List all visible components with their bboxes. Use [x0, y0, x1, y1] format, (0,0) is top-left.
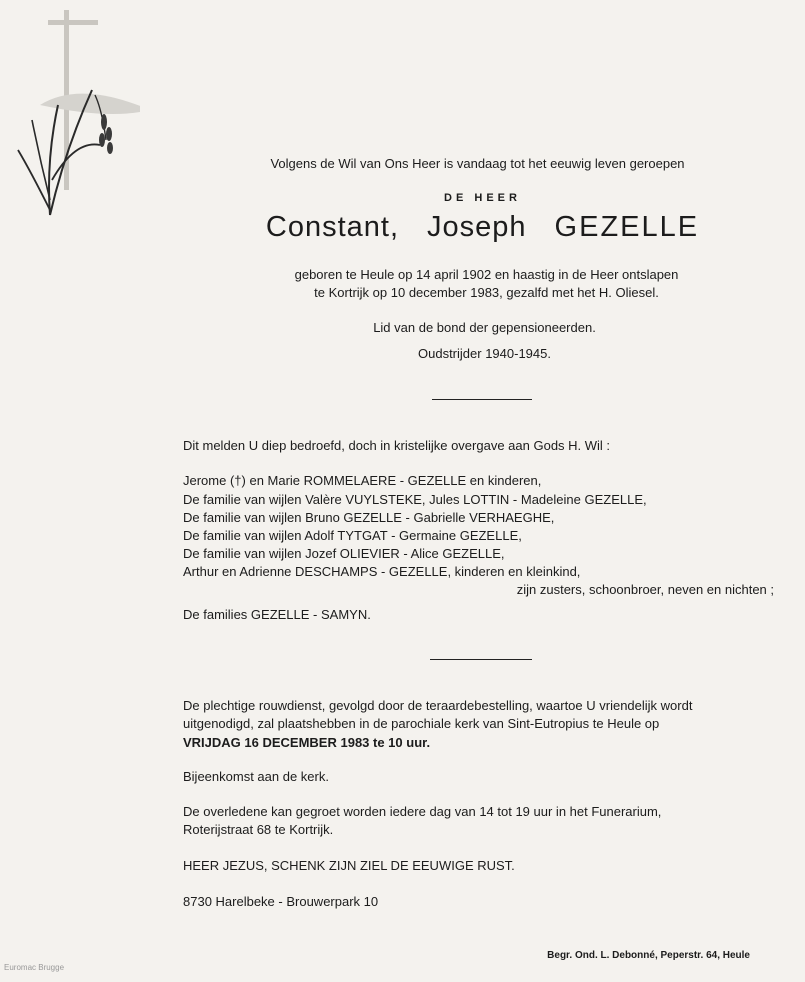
death-line: te Kortrijk op 10 december 1983, gezalfd met het H. Oliesel.: [314, 285, 659, 300]
announcement-intro: Dit melden U diep bedroefd, doch in kristelijke overgave aan Gods H. Wil :: [183, 438, 611, 453]
service-line: uitgenodigd, zal plaatshebben in de parochiale kerk van Sint-Eutropius te Heule op: [183, 716, 660, 731]
service-date-time: VRIJDAG 16 DECEMBER 1983 te 10 uur.: [183, 735, 431, 750]
family-line: De familie van wijlen Adolf TYTGAT - Germaine GEZELLE,: [183, 528, 522, 543]
family-line: Jerome (†) en Marie ROMMELAERE - GEZELLE en kinderen,: [183, 473, 542, 488]
divider: [432, 399, 532, 400]
deceased-name: [0, 211, 805, 244]
intro-line: Volgens de Wil van Ons Heer is vandaag tot het eeuwig leven geroepen: [270, 156, 685, 171]
viewing-address: Roterijstraat 68 te Kortrijk.: [183, 822, 334, 837]
families-line: De families GEZELLE - SAMYN.: [183, 607, 371, 622]
veteran-line: Oudstrijder 1940-1945.: [418, 346, 551, 361]
title-de-heer: DE HEER: [444, 192, 521, 204]
printer-mark: Euromac Brugge: [4, 963, 65, 972]
family-line: Arthur en Adrienne DESCHAMPS - GEZELLE, kinderen en kleinkind,: [183, 564, 581, 579]
viewing-line: De overledene kan gegroet worden iedere dag van 14 tot 19 uur in het Funerarium,: [183, 804, 662, 819]
gathering-line: Bijeenkomst aan de kerk.: [183, 769, 329, 784]
family-line: De familie van wijlen Jozef OLIEVIER - Alice GEZELLE,: [183, 546, 505, 561]
family-address: 8730 Harelbeke - Brouwerpark 10: [183, 894, 379, 909]
surname: GEZELLE: [554, 211, 700, 243]
service-line: De plechtige rouwdienst, gevolgd door de teraardebestelling, waartoe U vriendelijk wordt: [183, 698, 693, 713]
membership-line: Lid van de bond der gepensioneerden.: [373, 320, 596, 335]
family-line: De familie van wijlen Valère VUYLSTEKE, Jules LOTTIN - Madeleine GEZELLE,: [183, 492, 647, 507]
cross-and-wheat-icon: [10, 10, 140, 220]
undertaker-credit: Begr. Ond. L. Debonné, Peperstr. 64, Heule: [547, 950, 750, 961]
prayer-line: HEER JEZUS, SCHENK ZIJN ZIEL DE EEUWIGE RUST.: [183, 858, 515, 873]
birth-line: geboren te Heule op 14 april 1902 en haastig in de Heer ontslapen: [294, 267, 679, 282]
given-names: Constant,: [265, 211, 400, 243]
relations-line: zijn zusters, schoonbroer, neven en nichten ;: [516, 582, 774, 597]
middle-name: Joseph: [427, 211, 527, 243]
divider: [430, 659, 532, 660]
family-line: De familie van wijlen Bruno GEZELLE - Gabrielle VERHAEGHE,: [183, 510, 555, 525]
